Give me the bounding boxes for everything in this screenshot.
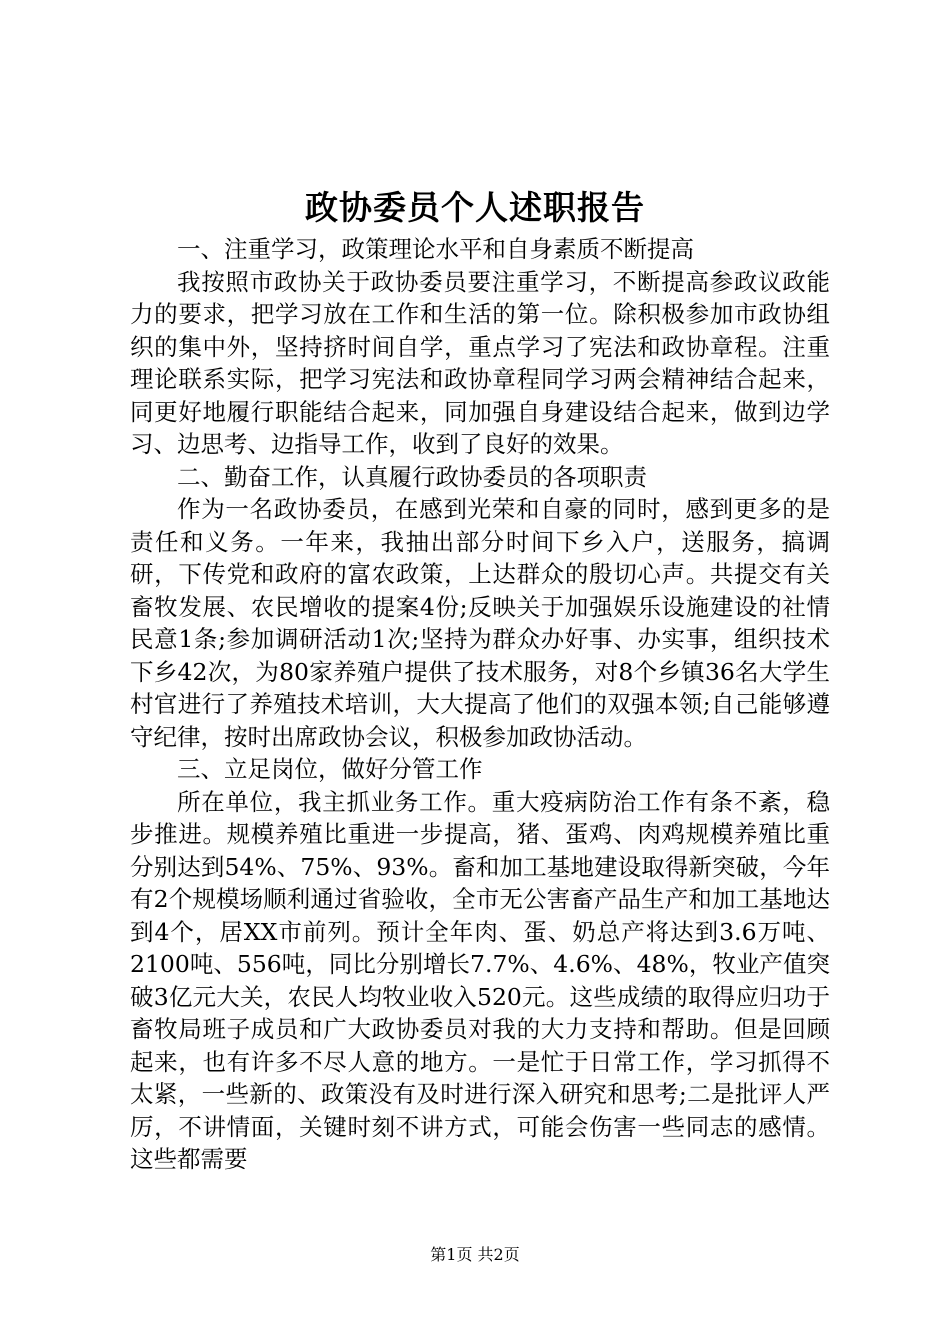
section-heading-3: 三、立足岗位，做好分管工作 xyxy=(177,755,483,783)
paragraph-1: 我按照市政协关于政协委员要注重学习，不断提高参政议政能力的要求，把学习放在工作和生活的第一位。除积极参加市政协组织的集中外，坚持挤时间自学，重点学习了宪法和政协章程。注重理论联系实际，把学习宪法和政协章程同学习两会精神结合起来，同更好地履行职能结合起来，同加强自身建设结合起来，做到边学习、边思考、边指导工作，收到了良好的效果。 xyxy=(130,267,830,458)
document-title: 政协委员个人述职报告 xyxy=(305,188,645,227)
paragraph-2: 作为一名政协委员，在感到光荣和自豪的同时，感到更多的是责任和义务。一年来，我抽出部分时间下乡入户，送服务，搞调研，下传党和政府的富农政策，上达群众的殷切心声。共提交有关畜牧发展、农民增收的提案4份;反映关于加强娱乐设施建设的社情民意1条;参加调研活动1次;坚持为群众办好事、办实事，组织技术下乡42次，为80家养殖户提供了技术服务，对8个乡镇36名大学生村官进行了养殖技术培训，大大提高了他们的双强本领;自己能够遵守纪律，按时出席政协会议，积极参加政协活动。 xyxy=(130,495,830,751)
paragraph-3: 所在单位，我主抓业务工作。重大疫病防治工作有条不紊，稳步推进。规模养殖比重进一步提高，猪、蛋鸡、肉鸡规模养殖比重分别达到54%、75%、93%。畜和加工基地建设取得新突破，今年有2个规模场顺利通过省验收，全市无公害畜产品生产和加工基地达到4个，居XX市前列。预计全年肉、蛋、奶总产将达到3.6万吨、2100吨、556吨，同比分别增长7.7%、4.6%、48%，牧业产值突破3亿元大关，农民人均牧业收入520元。这些成绩的取得应归功于畜牧局班子成员和广大政协委员对我的大力支持和帮助。但是回顾起来，也有许多不尽人意的地方。一是忙于日常工作，学习抓得不太紧，一些新的、政策没有及时进行深入研究和思考;二是批评人严厉，不讲情面，关键时刻不讲方式，可能会伤害一些同志的感情。这些都需要 xyxy=(130,787,830,1173)
page-footer: 第1页 共2页 xyxy=(430,1245,520,1264)
section-heading-2: 二、勤奋工作，认真履行政协委员的各项职责 xyxy=(177,462,647,491)
document-body xyxy=(130,233,830,1176)
section-heading-1: 一、注重学习，政策理论水平和自身素质不断提高 xyxy=(177,235,694,263)
